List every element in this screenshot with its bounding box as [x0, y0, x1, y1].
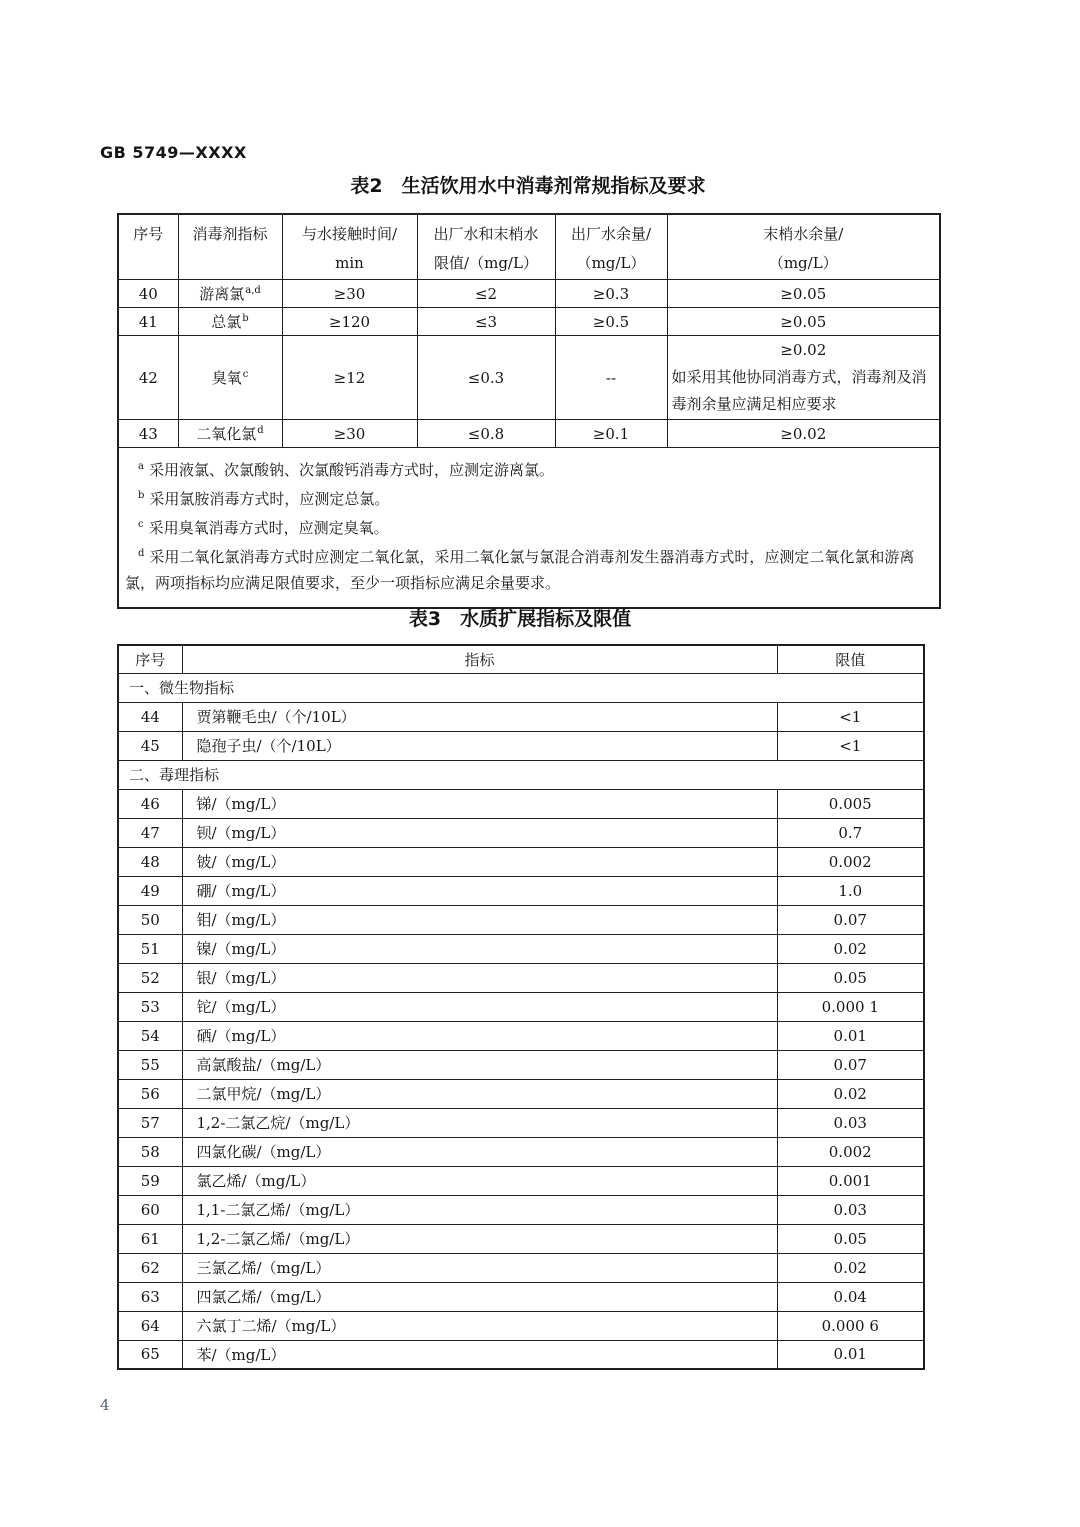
row-number-cell: 60 — [118, 1195, 182, 1224]
page-number: 4 — [100, 1396, 110, 1414]
table3-row — [118, 1108, 924, 1137]
table2-header — [118, 214, 940, 280]
header-line — [183, 249, 278, 278]
table2-header-row — [118, 214, 940, 280]
col-header-disinfectant — [178, 214, 282, 280]
table2-row — [118, 280, 940, 308]
header-line — [123, 249, 174, 278]
table3-header — [118, 645, 924, 673]
header-line: 序号 — [133, 225, 164, 243]
tap-residual-cell: ≥0.05 — [667, 280, 940, 308]
footnote-c — [125, 515, 931, 541]
limit-cell: 0.02 — [777, 934, 924, 963]
limit-cell: 0.000 6 — [777, 1311, 924, 1340]
row-number-cell: 40 — [118, 280, 178, 308]
footnote-a — [125, 457, 931, 483]
limit-cell: 0.03 — [777, 1108, 924, 1137]
limit-cell: <1 — [777, 702, 924, 731]
section-label: 二、毒理指标 — [118, 760, 924, 789]
indicator-label: 二氧化氯 — [196, 425, 257, 443]
table2-body — [118, 280, 940, 448]
row-number-cell: 55 — [118, 1050, 182, 1079]
limit-cell: 0.01 — [777, 1021, 924, 1050]
footnote-ref: a,d — [245, 285, 261, 296]
indicator-label: 总氯 — [211, 313, 242, 331]
indicator-cell: 钡/（mg/L） — [182, 818, 777, 847]
row-number-cell: 63 — [118, 1282, 182, 1311]
tap-residual-cell: ≥0.02 — [667, 420, 940, 448]
row-number-cell: 46 — [118, 789, 182, 818]
col-header-no — [118, 214, 178, 280]
factory-residual-cell: ≥0.3 — [555, 280, 667, 308]
indicator-label: 游离氯 — [199, 285, 245, 303]
row-number-cell: 57 — [118, 1108, 182, 1137]
limit-cell: 0.07 — [777, 1050, 924, 1079]
header-line: （mg/L） — [768, 254, 838, 272]
tap-residual-value: ≥0.02 — [780, 341, 827, 359]
indicator-cell: 隐孢子虫/（个/10L） — [182, 731, 777, 760]
tap-residual-note: 如采用其他协同消毒方式，消毒剂及消毒剂余量应满足相应要求 — [671, 368, 927, 413]
row-number-cell: 42 — [118, 336, 178, 420]
limit-cell: 0.005 — [777, 789, 924, 818]
tap-residual-cell: ≥0.05 — [667, 308, 940, 336]
col-header-limit: 限值 — [777, 645, 924, 673]
indicator-cell: 锑/（mg/L） — [182, 789, 777, 818]
table3-body — [118, 673, 924, 1369]
indicator-cell: 1,2-二氯乙烷/（mg/L） — [182, 1108, 777, 1137]
table3-row — [118, 1050, 924, 1079]
limit-cell: 0.7 — [777, 818, 924, 847]
row-number-cell: 48 — [118, 847, 182, 876]
factory-residual-cell: ≥0.1 — [555, 420, 667, 448]
row-number-cell: 53 — [118, 992, 182, 1021]
header-line: （mg/L） — [576, 254, 646, 272]
contact-time-cell: ≥12 — [282, 336, 417, 420]
indicator-cell: 高氯酸盐/（mg/L） — [182, 1050, 777, 1079]
footnote-row — [118, 448, 940, 609]
table3-row — [118, 1079, 924, 1108]
limit-cell: 1.0 — [777, 876, 924, 905]
table3-header-row — [118, 645, 924, 673]
indicator-cell: 铊/（mg/L） — [182, 992, 777, 1021]
indicator-cell: 二氯甲烷/（mg/L） — [182, 1079, 777, 1108]
footnote-text: 采用液氯、次氯酸钠、次氯酸钙消毒方式时，应测定游离氯。 — [148, 461, 554, 479]
limit-cell: 0.02 — [777, 1079, 924, 1108]
indicator-cell — [178, 308, 282, 336]
table3-row — [118, 731, 924, 760]
table3-extended-indicators — [117, 644, 925, 1370]
table2-disinfectant-indicators — [117, 213, 941, 609]
row-number-cell: 44 — [118, 702, 182, 731]
row-number-cell: 52 — [118, 963, 182, 992]
row-number-cell: 51 — [118, 934, 182, 963]
limit-cell: ≤3 — [417, 308, 555, 336]
table3-row — [118, 1166, 924, 1195]
section-label: 一、微生物指标 — [118, 673, 924, 702]
table3-row — [118, 934, 924, 963]
header-line: 出厂水余量/ — [570, 225, 652, 243]
indicator-cell: 1,2-二氯乙烯/（mg/L） — [182, 1224, 777, 1253]
table2-title: 表2 生活饮用水中消毒剂常规指标及要求 — [350, 175, 706, 197]
indicator-cell: 六氯丁二烯/（mg/L） — [182, 1311, 777, 1340]
contact-time-cell: ≥30 — [282, 420, 417, 448]
table3-row — [118, 1137, 924, 1166]
limit-cell: 0.04 — [777, 1282, 924, 1311]
row-number-cell: 49 — [118, 876, 182, 905]
limit-cell: 0.05 — [777, 1224, 924, 1253]
table3-row — [118, 1021, 924, 1050]
limit-cell: ≤0.8 — [417, 420, 555, 448]
row-number-cell: 64 — [118, 1311, 182, 1340]
header-line: 出厂水和末梢水 — [433, 225, 539, 243]
indicator-cell: 银/（mg/L） — [182, 963, 777, 992]
indicator-cell: 钼/（mg/L） — [182, 905, 777, 934]
footnote-text: 采用氯胺消毒方式时，应测定总氯。 — [149, 490, 390, 508]
indicator-cell: 氯乙烯/（mg/L） — [182, 1166, 777, 1195]
table3-row — [118, 1282, 924, 1311]
row-number-cell: 56 — [118, 1079, 182, 1108]
limit-cell: 0.000 1 — [777, 992, 924, 1021]
table2-row — [118, 308, 940, 336]
indicator-cell: 1,1-二氯乙烯/（mg/L） — [182, 1195, 777, 1224]
limit-cell: ≤2 — [417, 280, 555, 308]
footnote-d — [125, 544, 931, 596]
table3-row — [118, 1253, 924, 1282]
col-header-limit — [417, 214, 555, 280]
indicator-cell: 镍/（mg/L） — [182, 934, 777, 963]
col-header-no: 序号 — [118, 645, 182, 673]
footnote-marker: b — [138, 490, 145, 501]
header-line: 末梢水余量/ — [763, 225, 844, 243]
limit-cell: 0.05 — [777, 963, 924, 992]
footnote-text: 采用二氧化氯消毒方式时应测定二氧化氯，采用二氧化氯与氯混合消毒剂发生器消毒方式时，应测定二氧化氯和游离氯，两项指标均应满足限值要求，至少一项指标应满足余量要求。 — [125, 548, 915, 592]
col-header-tap-residual — [667, 214, 940, 280]
row-number-cell: 58 — [118, 1137, 182, 1166]
row-number-cell: 62 — [118, 1253, 182, 1282]
limit-cell: <1 — [777, 731, 924, 760]
table3-row — [118, 992, 924, 1021]
footnote-ref: c — [242, 369, 249, 380]
table3-row — [118, 1195, 924, 1224]
indicator-cell: 贾第鞭毛虫/（个/10L） — [182, 702, 777, 731]
indicator-cell — [178, 336, 282, 420]
indicator-cell: 三氯乙烯/（mg/L） — [182, 1253, 777, 1282]
table2-row — [118, 420, 940, 448]
table3-title: 表3 水质扩展指标及限值 — [408, 608, 632, 630]
table3-row — [118, 905, 924, 934]
row-number-cell: 45 — [118, 731, 182, 760]
indicator-cell — [178, 280, 282, 308]
footnote-ref: d — [257, 425, 264, 436]
table3-row — [118, 702, 924, 731]
footnote-marker: c — [138, 519, 144, 530]
indicator-cell: 硼/（mg/L） — [182, 876, 777, 905]
indicator-cell — [178, 420, 282, 448]
row-number-cell: 59 — [118, 1166, 182, 1195]
table3-row — [118, 1340, 924, 1369]
doc-code: GB 5749—XXXX — [100, 143, 247, 162]
limit-cell: 0.03 — [777, 1195, 924, 1224]
row-number-cell: 54 — [118, 1021, 182, 1050]
table2-footnotes — [118, 448, 940, 609]
indicator-cell: 硒/（mg/L） — [182, 1021, 777, 1050]
header-line: 与水接触时间/ — [301, 225, 398, 243]
table3-row — [118, 818, 924, 847]
row-number-cell: 41 — [118, 308, 178, 336]
header-line: 消毒剂指标 — [192, 225, 268, 243]
header-line: min — [335, 254, 364, 272]
table3-section-row — [118, 760, 924, 789]
limit-cell: 0.01 — [777, 1340, 924, 1369]
row-number-cell: 43 — [118, 420, 178, 448]
row-number-cell: 50 — [118, 905, 182, 934]
table3-row — [118, 1224, 924, 1253]
footnote-b — [125, 486, 931, 512]
row-number-cell: 65 — [118, 1340, 182, 1369]
factory-residual-cell: ≥0.5 — [555, 308, 667, 336]
table3-row — [118, 789, 924, 818]
table3-section-row — [118, 673, 924, 702]
limit-cell: 0.002 — [777, 847, 924, 876]
table3-row — [118, 1311, 924, 1340]
table3-row — [118, 847, 924, 876]
footnote-text: 采用臭氧消毒方式时，应测定臭氧。 — [148, 519, 389, 537]
footnote-ref: b — [242, 313, 249, 324]
table2-row — [118, 336, 940, 420]
indicator-cell: 铍/（mg/L） — [182, 847, 777, 876]
contact-time-cell: ≥120 — [282, 308, 417, 336]
limit-cell: 0.07 — [777, 905, 924, 934]
col-header-indicator: 指标 — [182, 645, 777, 673]
limit-cell: 0.001 — [777, 1166, 924, 1195]
table3-row — [118, 876, 924, 905]
limit-cell: 0.02 — [777, 1253, 924, 1282]
indicator-cell: 苯/（mg/L） — [182, 1340, 777, 1369]
indicator-cell: 四氯乙烯/（mg/L） — [182, 1282, 777, 1311]
contact-time-cell: ≥30 — [282, 280, 417, 308]
col-header-factory-residual — [555, 214, 667, 280]
table3-row — [118, 963, 924, 992]
factory-residual-cell: -- — [555, 336, 667, 420]
limit-cell: ≤0.3 — [417, 336, 555, 420]
footnote-marker: d — [138, 548, 145, 559]
header-line: 限值/（mg/L） — [434, 254, 538, 272]
footnote-cell — [118, 448, 940, 609]
col-header-contact-time — [282, 214, 417, 280]
footnote-marker: a — [138, 461, 144, 472]
indicator-label: 臭氧 — [211, 369, 242, 387]
tap-residual-cell — [667, 336, 940, 420]
indicator-cell: 四氯化碳/（mg/L） — [182, 1137, 777, 1166]
limit-cell: 0.002 — [777, 1137, 924, 1166]
row-number-cell: 47 — [118, 818, 182, 847]
row-number-cell: 61 — [118, 1224, 182, 1253]
